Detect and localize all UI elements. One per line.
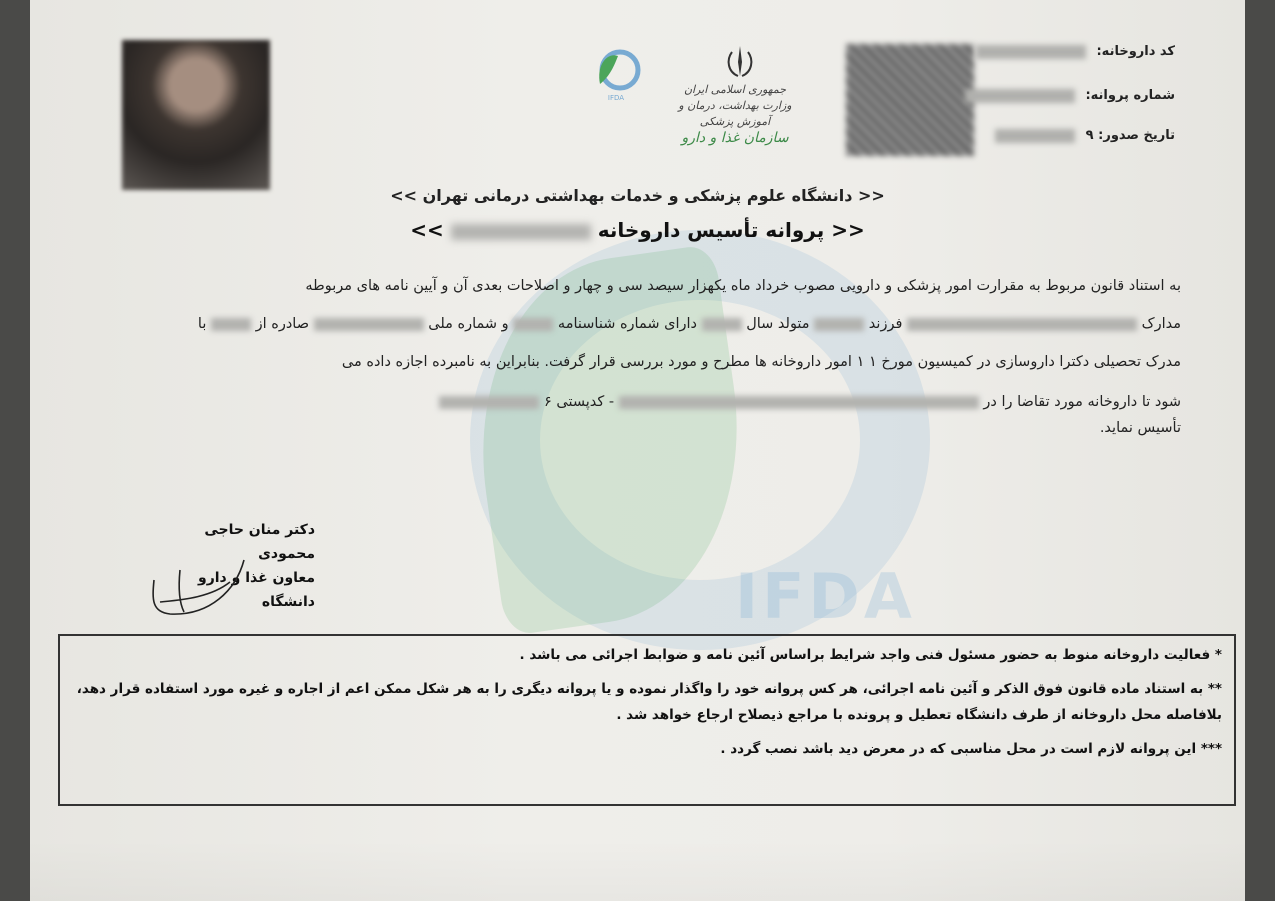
body-line-2f: صادره از (255, 316, 310, 332)
watermark-text: IFDA (735, 560, 916, 633)
pharmacy-code-row (976, 44, 1175, 59)
signature-icon (140, 540, 260, 620)
body-line-2g: با (197, 316, 207, 332)
body-line-2c: متولد سال (746, 316, 810, 332)
organization-name: سازمان غذا و دارو (681, 130, 789, 146)
issue-date-label: تاریخ صدور: (1098, 128, 1175, 143)
license-number-row (965, 88, 1175, 103)
issue-date-row (995, 128, 1175, 143)
redacted-issue-place (211, 318, 251, 331)
redacted-year (702, 318, 742, 331)
document-title-text: << پروانه تأسیس داروخانه (597, 218, 865, 242)
paper-bottom-shadow (30, 840, 1245, 901)
body-line-2a: مدارک (1141, 316, 1181, 332)
pharmacy-code-value (976, 45, 1086, 59)
notice-box (58, 634, 1236, 806)
ifda-logo-icon (590, 44, 642, 106)
redacted-name (907, 318, 1137, 331)
license-number-value (965, 89, 1075, 103)
license-document (30, 0, 1245, 901)
signatory-title: معاون غذا و دارو دانشگاه (198, 570, 315, 610)
iran-emblem-icon (720, 42, 760, 82)
pharmacy-name-redacted (451, 224, 591, 240)
pharmacy-code-label: کد داروخانه: (1096, 44, 1175, 59)
ifda-logo-text: IFDA (607, 94, 625, 102)
university-heading: << دانشگاه علوم پزشکی و خدمات بهداشتی درمانی تهران >> (390, 186, 885, 205)
license-number-label: شماره پروانه: (1085, 88, 1175, 103)
notice-item-1: * فعالیت داروخانه منوط به حضور مسئول فنی واجد شرایط براساس آئین نامه و ضوابط اجرائی می باشد . (519, 647, 1222, 663)
body-line-4a: شود تا داروخانه مورد تقاضا را در (983, 394, 1181, 410)
ministry-line2: وزارت بهداشت، درمان و آموزش پزشکی (678, 99, 792, 128)
body-line-4 (439, 392, 1181, 412)
body-line-4b: - کدپستی ۶ (543, 394, 615, 410)
qr-code (846, 44, 974, 156)
applicant-photo (122, 40, 270, 190)
redacted-postal-code (439, 396, 539, 409)
body-line-2e: و شماره ملی (428, 316, 509, 332)
issue-date-value (995, 129, 1075, 143)
notice-item-2-continued: بلافاصله محل داروخانه از طرف دانشگاه تعطیل و پرونده با مراجع ذیصلاح ارجاع خواهد شد . (616, 707, 1222, 723)
ministry-line1: جمهوری اسلامی ایران (683, 83, 787, 96)
body-line-2b: فرزند (868, 316, 903, 332)
notice-item-2: ** به استناد ماده قانون فوق الذکر و آئین نامه اجرائی، هر کس پروانه خود را واگذار نموده و یا پروانه دیگری را به هر شکل ممکن اعم از اجاره و غیره مورد استفاده قرار دهد، (76, 681, 1222, 697)
redacted-id (513, 318, 553, 331)
document-title-suffix: >> (410, 218, 444, 242)
body-line-2d: دارای شماره شناسنامه (557, 316, 697, 332)
body-line-5: تأسیس نماید. (1099, 420, 1181, 436)
redacted-father (814, 318, 864, 331)
body-line-3: مدرک تحصیلی دکترا داروسازی در کمیسیون مورخ ۱ ۱ امور داروخانه ها مطرح و مورد بررسی قرار گرفت. بنابراین به نامبرده اجازه داده می (341, 354, 1181, 370)
body-line-2 (198, 314, 1181, 334)
ministry-heading (670, 82, 800, 146)
issue-date-digit: ۹ (1085, 128, 1094, 143)
document-title (30, 218, 1245, 242)
notice-item-3: *** این پروانه لازم است در محل مناسبی که در معرض دید باشد نصب گردد . (720, 741, 1222, 757)
redacted-national-id (314, 318, 424, 331)
redacted-address (619, 396, 979, 409)
signatory-name: دکتر منان حاجی محمودی (204, 522, 315, 562)
body-line-1: به استناد قانون مربوط به مقرارت امور پزشکی و دارویی مصوب خرداد ماه یکهزار سیصد سی و چهار و اصلاحات بعدی آن و آیین نامه های مربوطه (305, 278, 1181, 294)
